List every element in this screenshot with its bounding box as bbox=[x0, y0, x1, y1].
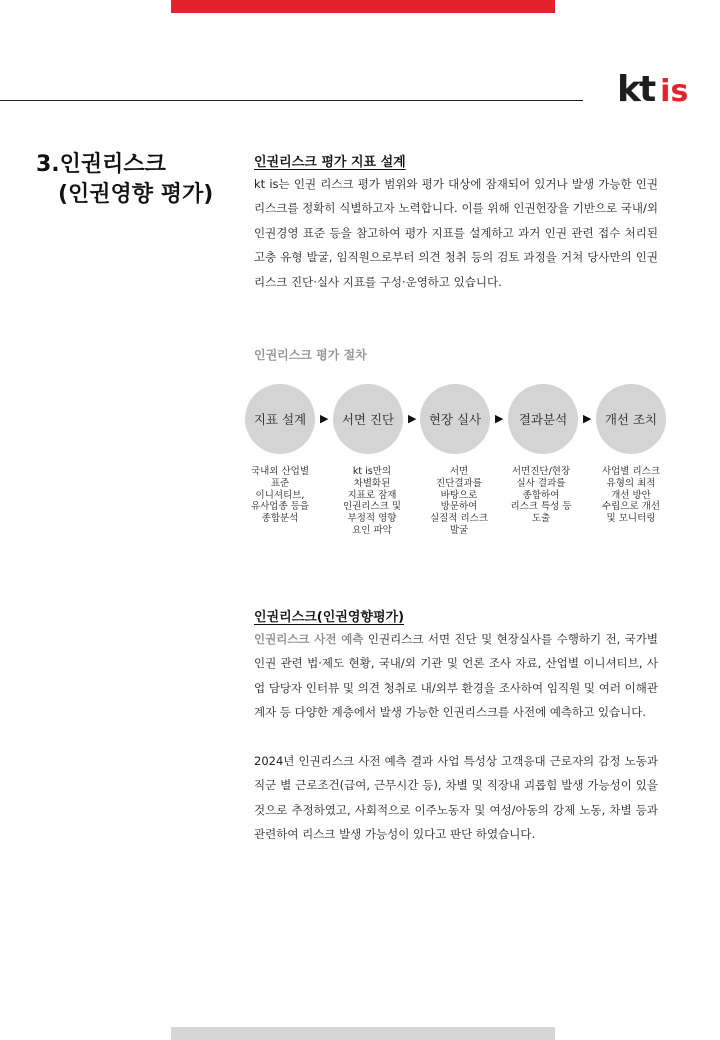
top-accent-bar bbox=[171, 0, 555, 13]
impact-body-1-text: 인권리스크 서면 진단 및 현장실사를 수행하기 전, 국가별 인권 관련 법·제도 현황, 국내/외 기관 및 언론 조사 자료, 산업별 이니셔티브, 사업 담당자 인터뷰 및 의견 청취로 내/외부 환경을 조사하여 임직원 및 여러 이해관계자 등 다양한 계층에서 발생 가능한 인권리스크를 사전에 예측하고 있습니다. bbox=[254, 632, 658, 720]
step-arrow-icon: ▶ bbox=[320, 412, 329, 425]
section-title-line2: (인권영향 평가) bbox=[58, 182, 214, 207]
impact-lead: 인권리스크 사전 예측 bbox=[254, 632, 364, 646]
impact-heading: 인권리스크(인권영향평가) bbox=[254, 610, 405, 625]
step-desc-written-diagnosis: kt is만의 차별화된 지표로 잠재 인권리스크 및 부정적 영향 요인 파악 bbox=[342, 466, 402, 536]
section-title bbox=[36, 150, 213, 210]
step-desc-site-inspection: 서면 진단결과를 바탕으로 방문하여 실질적 리스크 발굴 bbox=[429, 466, 489, 536]
step-arrow-icon: ▶ bbox=[583, 412, 592, 425]
step-arrow-icon: ▶ bbox=[408, 412, 417, 425]
indicator-body: kt is는 인권 리스크 평가 범위와 평가 대상에 잠재되어 있거나 발생 가능한 인권 리스크를 정확히 식별하고자 노력합니다. 이를 위해 인권헌장을 기반으로 국내/외 인권경영 표준 등을 참고하여 평가 지표를 설계하고 과거 인권 관련 접수 처리된 고충 유형 발굴, 임직원으로부터 의견 청취 등의 검토 과정을 거쳐 당사만의 인권 리스크 진단·실사 지표를 구성·운영하고 있습니다. bbox=[254, 177, 658, 289]
step-desc-result-analysis: 서면진단/현장 실사 결과를 종합하여 리스크 특성 등 도출 bbox=[510, 466, 572, 525]
procedure-label: 인권리스크 평가 절차 bbox=[254, 348, 367, 362]
step-circle-improvement: 개선 조치 bbox=[596, 384, 666, 454]
step-arrow-icon: ▶ bbox=[495, 412, 504, 425]
impact-body-2: 2024년 인권리스크 사전 예측 결과 사업 특성상 고객응대 근로자의 감정 노동과 직군 별 근로조건(급여, 근무시간 등), 차별 및 직장내 괴롭힘 발생 가능성이 있을 것으로 추정하였고, 사회적으로 이주노동자 및 여성/아동의 강제 노동, 차별 등과 관련하여 리스크 발생 가능성이 있다고 판단 하였습니다. bbox=[254, 754, 658, 842]
step-desc-indicator-design: 국내외 산업별 표준 이니셔티브, 유사업종 등을 종합분석 bbox=[250, 466, 310, 525]
indicator-heading: 인권리스크 평가 지표 설계 bbox=[254, 155, 406, 170]
kt-is-logo bbox=[617, 70, 688, 110]
impact-body-1 bbox=[254, 627, 658, 725]
step-circle-result-analysis: 결과분석 bbox=[508, 384, 578, 454]
logo-is-text: is bbox=[660, 74, 689, 109]
step-circle-site-inspection: 현장 실사 bbox=[420, 384, 490, 454]
header-divider bbox=[0, 100, 583, 101]
step-desc-improvement: 사업별 리스크 유형의 최적 개선 방안 수립으로 개선 및 모니터링 bbox=[601, 466, 661, 525]
bottom-accent-bar bbox=[171, 1027, 555, 1040]
procedure-steps bbox=[245, 384, 675, 456]
section-title-line1: 3.인권리스크 bbox=[36, 152, 166, 177]
step-circle-written-diagnosis: 서면 진단 bbox=[333, 384, 403, 454]
logo-kt-text: kt bbox=[617, 69, 655, 110]
step-circle-indicator-design: 지표 설계 bbox=[245, 384, 315, 454]
